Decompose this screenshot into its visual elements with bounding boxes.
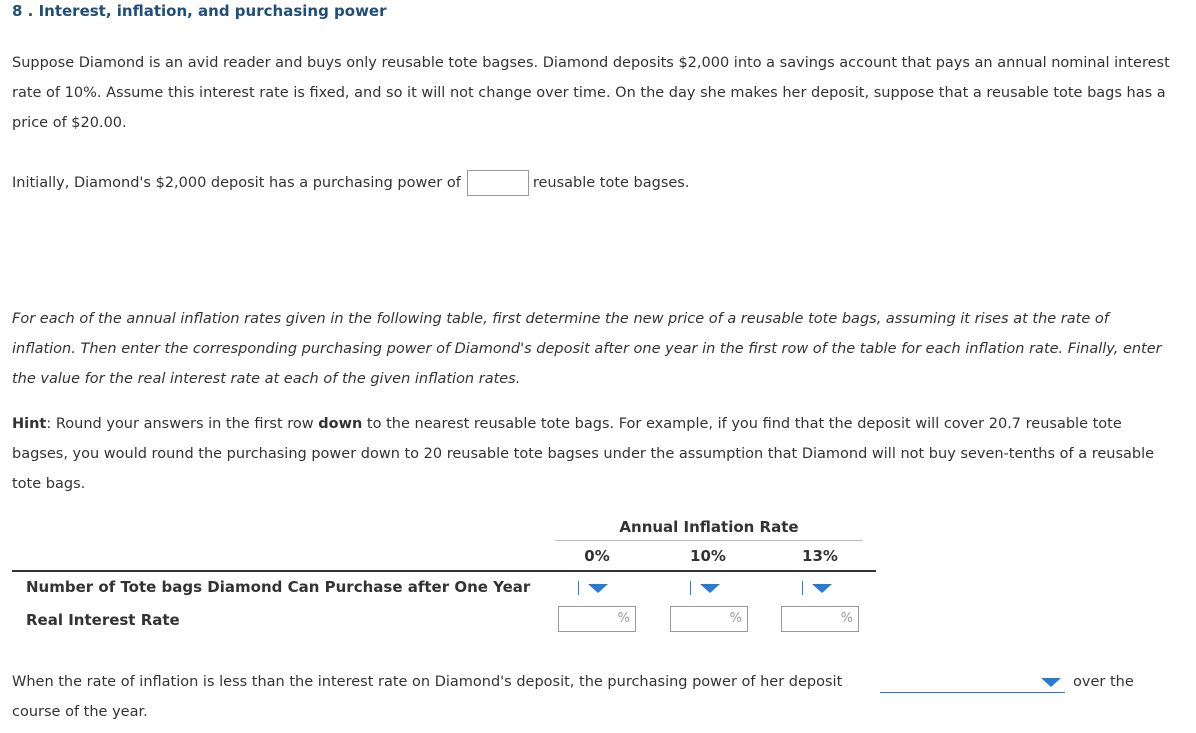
percent-symbol: % (729, 611, 742, 626)
hint-text-1: : Round your answers in the first row (46, 416, 319, 432)
dropdown-bar (578, 581, 579, 595)
chevron-down-icon (812, 584, 832, 593)
column-header-0: 0% (584, 547, 610, 565)
real-interest-13-input[interactable] (781, 606, 859, 632)
initial-text-before: Initially, Diamond's $2,000 deposit has a purchasing power of (12, 175, 461, 191)
intro-paragraph: Suppose Diamond is an avid reader and buys only reusable tote bagses. Diamond deposits $2,000 into a savings account that pays an annual nominal interest rate of 10%. Assume this interest rate is fixed, and so it will not change over time. On the day she makes her deposit, suppose that a reusable tote bags has a price of $20.00. (12, 55, 1170, 131)
row-label-tote-bags: Number of Tote bags Diamond Can Purchase after One Year (26, 578, 531, 596)
conclusion-dropdown[interactable] (880, 673, 1065, 693)
hint-text-2: to the nearest reusable tote bags. For example, if you find that the deposit will cover 20.7 reusable tote bagses, you would round the purchasing power down to 20 reusable tote bagses under the assumption that Diamond will not buy seven-tenths of a reusable tote bags. (12, 416, 1155, 492)
tote-bags-10-dropdown[interactable] (690, 578, 730, 598)
initial-text-after: reusable tote bagses. (532, 175, 690, 191)
chevron-down-icon (1041, 678, 1061, 687)
initial-purchasing-power-input[interactable] (467, 170, 529, 196)
percent-symbol: % (617, 611, 630, 626)
table-divider (12, 570, 876, 572)
percent-symbol: % (840, 611, 853, 626)
column-header-13: 13% (802, 547, 838, 565)
real-interest-0-input[interactable] (558, 606, 636, 632)
conclusion-sentence (12, 667, 882, 697)
hint-label: Hint (12, 416, 47, 432)
question-title: 8 . Interest, inflation, and purchasing power (12, 2, 387, 20)
tote-bags-0-dropdown[interactable] (578, 578, 618, 598)
chevron-down-icon (588, 584, 608, 593)
conclusion-tail: course of the year. (12, 704, 148, 720)
chevron-down-icon (700, 584, 720, 593)
hint-paragraph (12, 409, 1172, 499)
initial-power-sentence (12, 168, 1172, 198)
conclusion-text-before: When the rate of inflation is less than the interest rate on Diamond's deposit, the purchasing power of her deposit (12, 674, 843, 690)
row-label-real-interest: Real Interest Rate (26, 611, 180, 629)
table-header-divider (555, 540, 863, 541)
column-header-10: 10% (690, 547, 726, 565)
table-header-annual-inflation: Annual Inflation Rate (619, 518, 799, 536)
hint-bold-down: down (318, 416, 363, 432)
dropdown-bar (802, 581, 803, 595)
dropdown-bar (690, 581, 691, 595)
real-interest-10-input[interactable] (670, 606, 748, 632)
conclusion-text-after: over the (1073, 674, 1134, 690)
instructions-paragraph: For each of the annual inflation rates given in the following table, first determine the new price of a reusable tote bags, assuming it rises at the rate of inflation. Then enter the corresponding purchasing power of Diamond's deposit after one year in the first row of the table for each inflation rate. Finally, enter the value for the real interest rate at each of the given inflation rates. (12, 311, 1162, 387)
dropdown-underline (880, 692, 1065, 693)
tote-bags-13-dropdown[interactable] (802, 578, 842, 598)
